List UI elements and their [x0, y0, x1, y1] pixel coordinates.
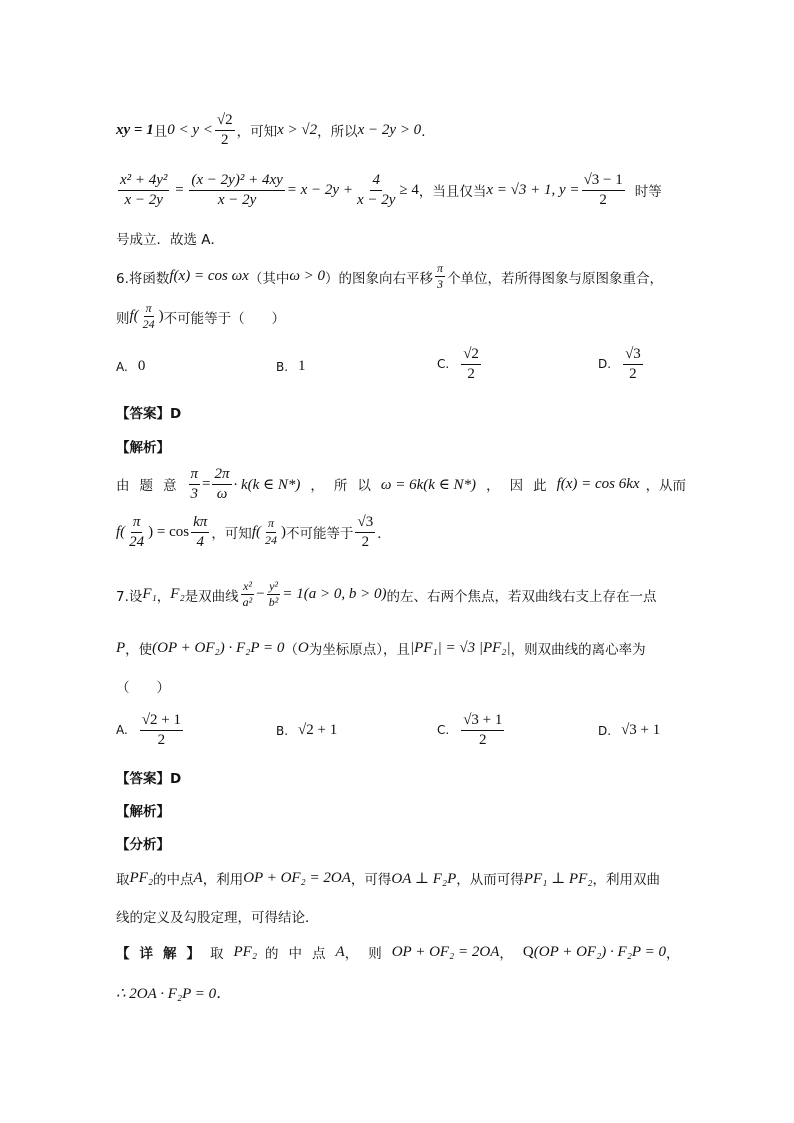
- option-b[interactable]: B. 1: [276, 358, 306, 374]
- option-c[interactable]: C. $\frac{√3 + 1}{2}$: [437, 712, 503, 748]
- equation: xy = 1: [116, 121, 154, 138]
- equation: = x − 2y +: [286, 181, 353, 198]
- equation: x − 2y > 0: [357, 121, 422, 138]
- fenxi-label: 【分析】: [116, 837, 170, 853]
- answer-label: 【答案】D: [116, 406, 182, 422]
- analysis-label: 【解析】: [116, 804, 170, 820]
- option-b[interactable]: B. √2 + 1: [276, 722, 338, 738]
- equation: x > √2: [277, 121, 318, 138]
- q7-analysis-2: 线的定义及勾股定理，可得结论．: [116, 910, 319, 926]
- fraction: $\frac{\pi}{24}$: [142, 301, 155, 332]
- question-6-stem-2: 则 f( $\frac{\pi}{24}$ ) 不可能等于（ ）: [116, 301, 286, 332]
- fraction: $\frac{√2}{2}$: [216, 112, 233, 148]
- q7-detail-2: ∴ 2OA · F₂P = 0．: [116, 986, 232, 1002]
- question-6-stem: 6.将函数 f(x) = cos ωx （其中 ω > 0 ）的图象向右平移 $\frac{\pi}{3}$ 个单位，若所得图象与原图象重合，: [116, 261, 664, 292]
- question-7-stem: 7.设 F₁ ， F₂ 是双曲线 $\frac{\text{x²}}{\text{a²}}$ − $\frac{\text{y²}}{\text{b²}}$ = 1(a > 0, b > 0) 的左、右两个焦点，若双曲线右支上存在一点: [116, 579, 657, 610]
- text: ．: [421, 124, 435, 140]
- text: ，当且仅当: [418, 184, 487, 200]
- text: ，可知: [236, 124, 278, 140]
- text: 时等: [634, 184, 662, 200]
- q6-solution-2: f( $\frac{\pi}{24}$ ) = cos $\frac{k\pi}{4}$ ，可知 f( $\frac{\pi}{24}$ ) 不可能等于 $\frac{√3}{2}$ ．: [116, 514, 391, 550]
- equation: ω > 0: [289, 268, 326, 285]
- text: 且: [153, 124, 168, 140]
- equation: 0 < y <: [167, 121, 213, 138]
- equation: x = √3 + 1, y =: [486, 181, 580, 198]
- analysis-label: 【解析】: [116, 440, 170, 456]
- fraction: $\frac{√3 - 1}{2}$: [583, 172, 623, 208]
- equation: ≥ 4: [399, 181, 419, 198]
- answer-label: 【答案】D: [116, 771, 182, 787]
- question-7-stem-2: P ，使 (OP + OF₂) · F₂P = 0 （ O 为坐标原点），且 |PF₁| = √3 |PF₂| ，则双曲线的离心率为: [116, 639, 646, 658]
- fraction: $\frac{\text{(x − 2y)² + 4xy}}{x - 2y}$: [191, 172, 283, 208]
- q7-detail-1: 【 详 解 】 取 PF₂ 的 中 点 A ， 则 OP + OF₂ = 2OA ， Q (OP + OF₂) · F₂P = 0 ，: [116, 943, 680, 962]
- solution-line-2: $\frac{\text{x² + 4y²}}{x - 2y}$ = $\frac{\text{(x − 2y)² + 4xy}}{x - 2y}$ = x − 2y + $\frac{4}{x - 2y}$ ≥ 4 ，当且仅当 x = √3 + 1, y = $\frac{√3 - 1}{2}$ 时等: [120, 172, 662, 208]
- option-d[interactable]: D. √3 + 1: [598, 722, 661, 738]
- fraction: $\frac{4}{x - 2y}$: [356, 172, 396, 208]
- fraction: $\frac{\text{x² + 4y²}}{x - 2y}$: [120, 172, 168, 208]
- equation: f(x) = cos ωx: [169, 268, 249, 285]
- solution-line-3: 号成立．故选 A．: [116, 232, 225, 248]
- text: ，所以: [317, 124, 358, 140]
- question-7-paren: （ ）: [116, 680, 170, 696]
- q6-solution-1: 由 题 意 $\frac{\pi}{3}$ = $\frac{2\pi}{\omega}$ · k(k ∈ N*) ， 所 以 ω = 6k(k ∈ N*) ， 因 此 f(x) = cos 6kx ，从而: [116, 466, 687, 502]
- q7-analysis-1: 取 PF₂ 的中点 A ，利用 OP + OF₂ = 2OA ，可得 OA ⊥ F₂P ，从而可得 PF₁ ⊥ PF₂ ，利用双曲: [116, 869, 660, 888]
- fraction: $\frac{\pi}{3}$: [437, 261, 444, 292]
- option-a[interactable]: A. 0: [116, 358, 146, 374]
- solution-line-1: [116, 112, 435, 148]
- option-a[interactable]: A. $\frac{√2 + 1}{2}$: [116, 712, 182, 748]
- option-c[interactable]: C. $\frac{√2}{2}$: [437, 346, 479, 382]
- option-d[interactable]: D. $\frac{√3}{2}$: [598, 346, 641, 382]
